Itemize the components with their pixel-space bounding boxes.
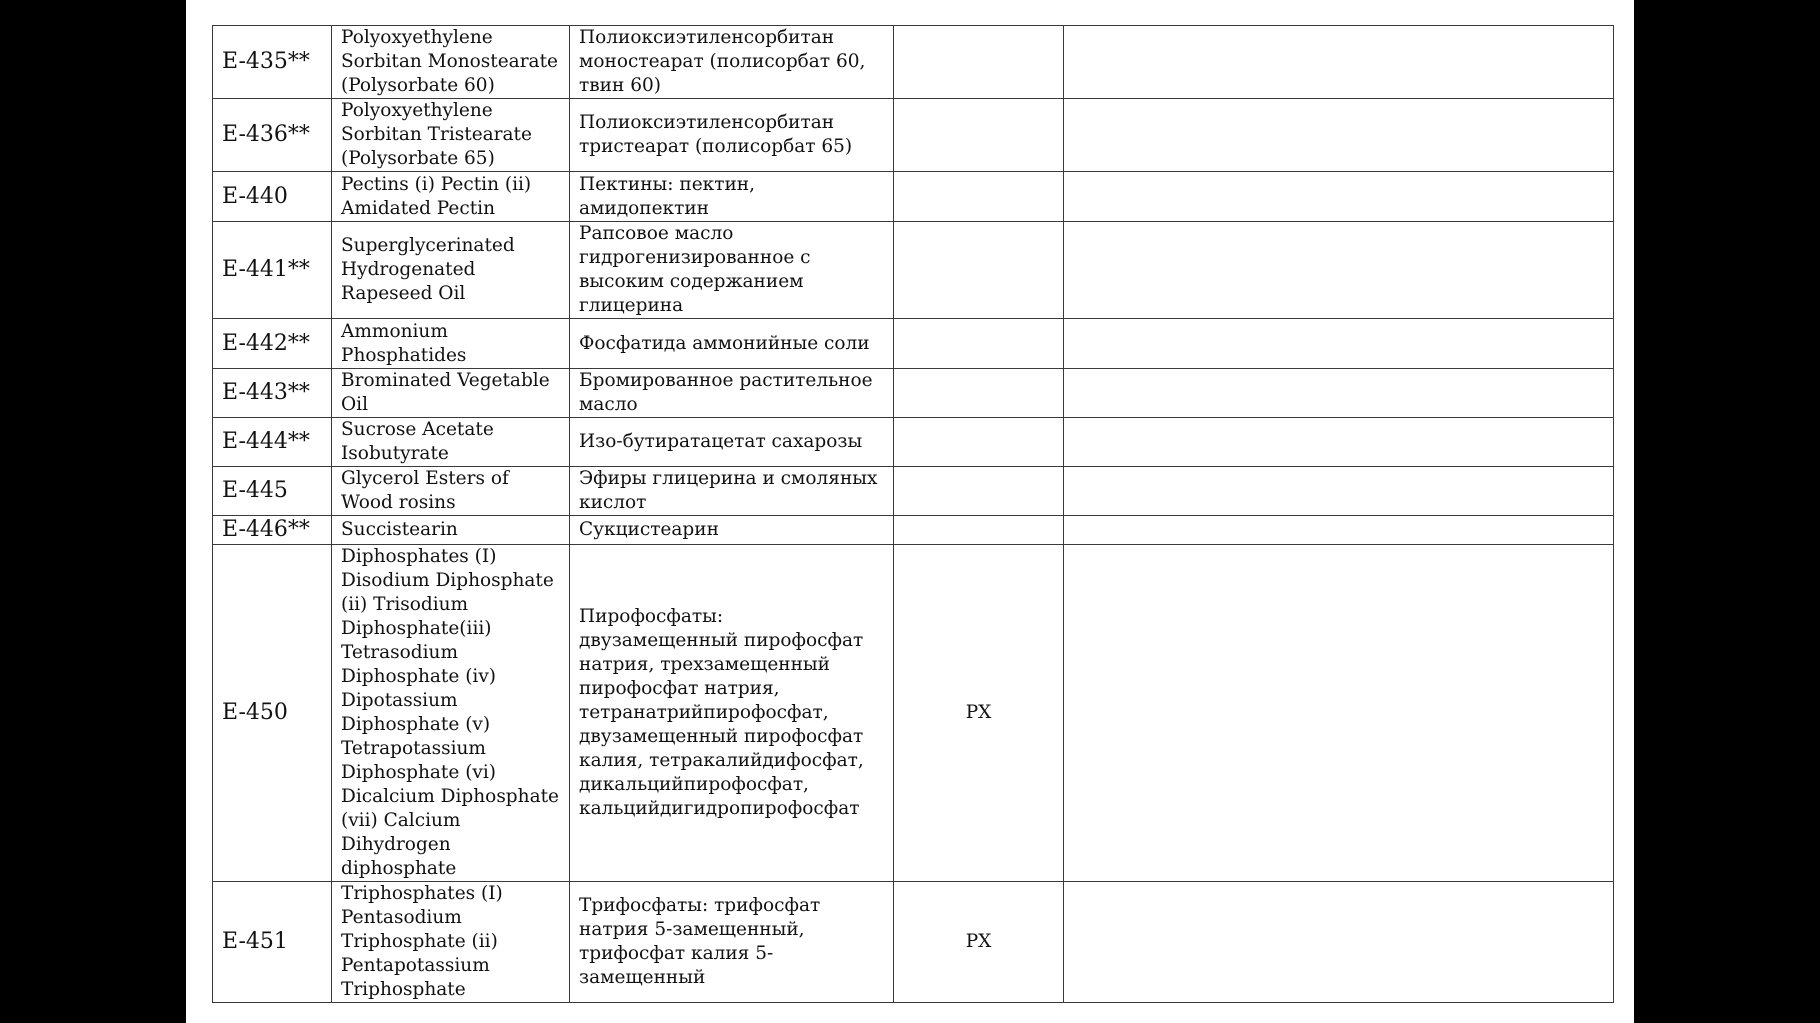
english-name: Polyoxyethylene Sorbitan Monostearate (Polysorbate 60) <box>332 26 570 99</box>
notes-cell <box>1064 172 1614 222</box>
russian-name: Бромированное растительное масло <box>570 369 894 418</box>
table-row <box>213 319 1614 369</box>
additive-code: E-450 <box>213 545 332 882</box>
russian-name: Полиоксиэтиленсорбитан моностеарат (полисорбат 60, твин 60) <box>570 26 894 99</box>
notes-cell <box>1064 319 1614 369</box>
russian-name: Эфиры глицерина и смоляных кислот <box>570 467 894 516</box>
notes-cell <box>1064 369 1614 418</box>
mark-cell <box>894 26 1064 99</box>
russian-name: Полиоксиэтиленсорбитан тристеарат (полисорбат 65) <box>570 99 894 172</box>
additive-code: E-436** <box>213 99 332 172</box>
russian-name: Изо-бутиратацетат сахарозы <box>570 418 894 467</box>
mark-cell <box>894 516 1064 545</box>
table-row <box>213 26 1614 99</box>
notes-cell <box>1064 545 1614 882</box>
english-name: Brominated Vegetable Oil <box>332 369 570 418</box>
table-row <box>213 467 1614 516</box>
english-name: Ammonium Phosphatides <box>332 319 570 369</box>
russian-name: Фосфатида аммонийные соли <box>570 319 894 369</box>
notes-cell <box>1064 99 1614 172</box>
mark-cell <box>894 222 1064 319</box>
english-name: Glycerol Esters of Wood rosins <box>332 467 570 516</box>
notes-cell <box>1064 467 1614 516</box>
notes-cell <box>1064 26 1614 99</box>
table-row <box>213 222 1614 319</box>
english-name: Sucrose Acetate Isobutyrate <box>332 418 570 467</box>
additive-code: E-446** <box>213 516 332 545</box>
english-name: Polyoxyethylene Sorbitan Tristearate (Polysorbate 65) <box>332 99 570 172</box>
additive-code: E-440 <box>213 172 332 222</box>
russian-name: Пектины: пектин, амидопектин <box>570 172 894 222</box>
russian-name: Трифосфаты: трифосфат натрия 5-замещенный, трифосфат калия 5-замещенный <box>570 882 894 1003</box>
table-row <box>213 882 1614 1003</box>
additive-code: E-445 <box>213 467 332 516</box>
table-row <box>213 369 1614 418</box>
mark-cell <box>894 172 1064 222</box>
notes-cell <box>1064 882 1614 1003</box>
additive-code: E-442** <box>213 319 332 369</box>
table-row <box>213 418 1614 467</box>
english-name: Diphosphates (I) Disodium Diphosphate (ii) Trisodium Diphosphate(iii) Tetrasodium Diphosphate (iv) Dipotassium Diphosphate (v) Tetrapotassium Diphosphate (vi) Dicalcium Diphosphate (vii) Calcium Dihydrogen diphosphate <box>332 545 570 882</box>
english-name: Triphosphates (I) Pentasodium Triphosphate (ii) Pentapotassium Triphosphate <box>332 882 570 1003</box>
russian-name: Сукцистеарин <box>570 516 894 545</box>
additive-code: E-444** <box>213 418 332 467</box>
table-row <box>213 172 1614 222</box>
english-name: Succistearin <box>332 516 570 545</box>
mark-cell <box>894 99 1064 172</box>
table-row <box>213 545 1614 882</box>
mark-cell <box>894 467 1064 516</box>
additive-code: E-451 <box>213 882 332 1003</box>
table-row <box>213 99 1614 172</box>
document-page <box>186 0 1634 1023</box>
mark-cell: РХ <box>894 882 1064 1003</box>
russian-name: Рапсовое масло гидрогенизированное с высоким содержанием глицерина <box>570 222 894 319</box>
russian-name: Пирофосфаты: двузамещенный пирофосфат натрия, трехзамещенный пирофосфат натрия, тетранатрийпирофосфат, двузамещенный пирофосфат калия, тетракалийдифосфат, дикальцийпирофосфат, кальцийдигидропирофосфат <box>570 545 894 882</box>
notes-cell <box>1064 222 1614 319</box>
food-additives-table <box>212 25 1614 1003</box>
additive-code: E-443** <box>213 369 332 418</box>
mark-cell: РХ <box>894 545 1064 882</box>
notes-cell <box>1064 418 1614 467</box>
english-name: Superglycerinated Hydrogenated Rapeseed Oil <box>332 222 570 319</box>
mark-cell <box>894 369 1064 418</box>
additive-code: E-441** <box>213 222 332 319</box>
mark-cell <box>894 319 1064 369</box>
english-name: Pectins (i) Pectin (ii) Amidated Pectin <box>332 172 570 222</box>
table-row <box>213 516 1614 545</box>
additive-code: E-435** <box>213 26 332 99</box>
mark-cell <box>894 418 1064 467</box>
notes-cell <box>1064 516 1614 545</box>
